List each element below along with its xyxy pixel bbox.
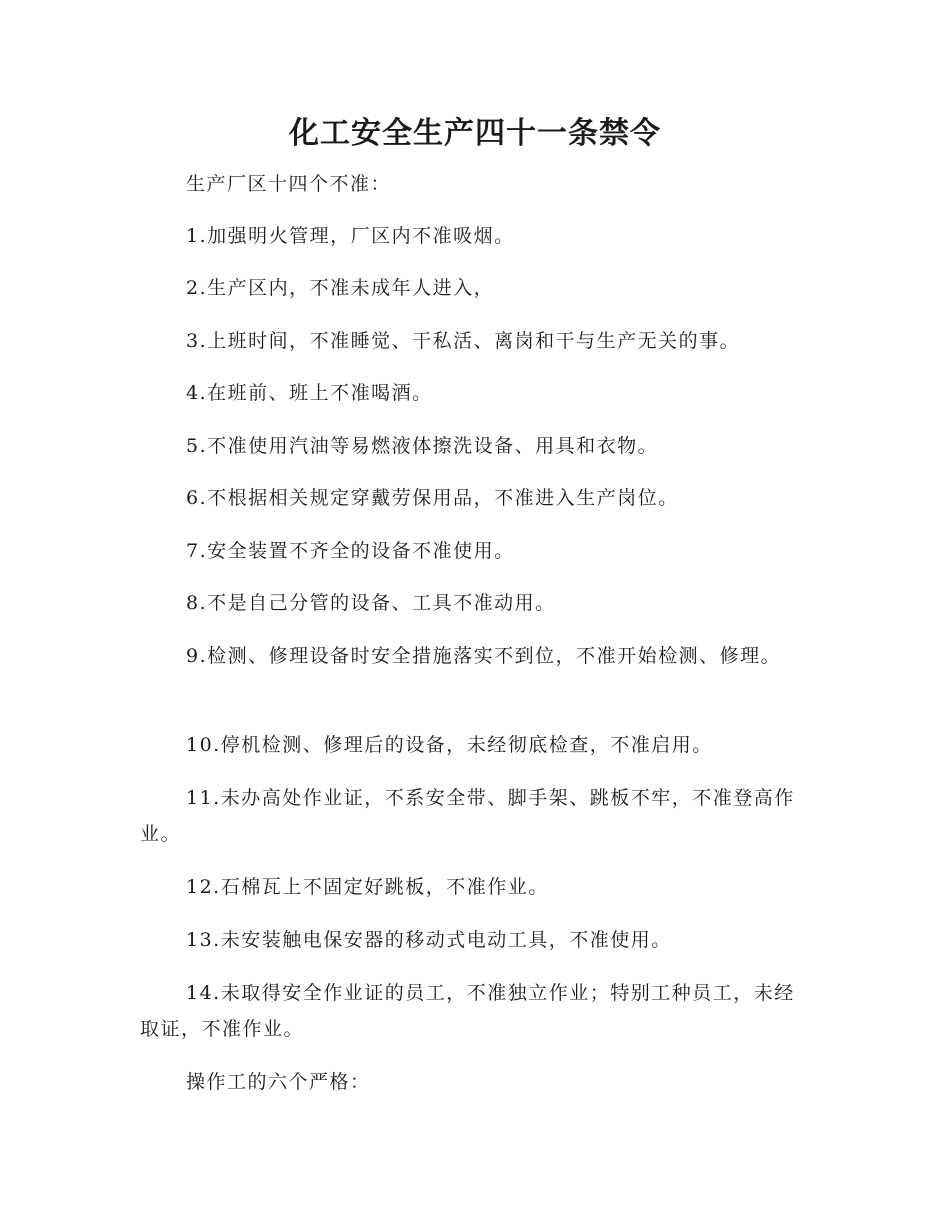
document-title: 化工安全生产四十一条禁令 bbox=[289, 116, 661, 151]
section-heading: 生产厂区十四个不准： bbox=[186, 173, 392, 195]
rule-item: 10.停机检测、修理后的设备，未经彻底检查，不准启用。 bbox=[186, 734, 713, 756]
rule-item: 8.不是自己分管的设备、工具不准动用。 bbox=[186, 592, 556, 614]
rule-item: 6.不根据相关规定穿戴劳保用品，不准进入生产岗位。 bbox=[186, 487, 679, 509]
rule-item: 12.石棉瓦上不固定好跳板，不准作业。 bbox=[186, 876, 549, 898]
rule-item: 2.生产区内，不准未成年人进入， bbox=[186, 277, 495, 299]
rule-item: 9.检测、修理设备时安全措施落实不到位，不准开始检测、修理。 bbox=[186, 645, 782, 667]
rule-item: 4.在班前、班上不准喝酒。 bbox=[186, 382, 433, 404]
rule-item: 1.加强明火管理，厂区内不准吸烟。 bbox=[186, 225, 515, 247]
rule-item: 14.未取得安全作业证的员工，不准独立作业；特别工种员工，未经取证，不准作业。 bbox=[140, 982, 795, 1040]
section-heading: 操作工的六个严格： bbox=[186, 1071, 371, 1093]
rule-item: 11.未办高处作业证，不系安全带、脚手架、跳板不牢，不准登高作业。 bbox=[140, 787, 795, 845]
rule-item: 5.不准使用汽油等易燃液体擦洗设备、用具和衣物。 bbox=[186, 435, 659, 457]
rule-item: 7.安全装置不齐全的设备不准使用。 bbox=[186, 540, 515, 562]
rule-item: 3.上班时间，不准睡觉、干私活、离岗和干与生产无关的事。 bbox=[186, 330, 741, 352]
rule-item: 13.未安装触电保安器的移动式电动工具，不准使用。 bbox=[186, 929, 672, 951]
